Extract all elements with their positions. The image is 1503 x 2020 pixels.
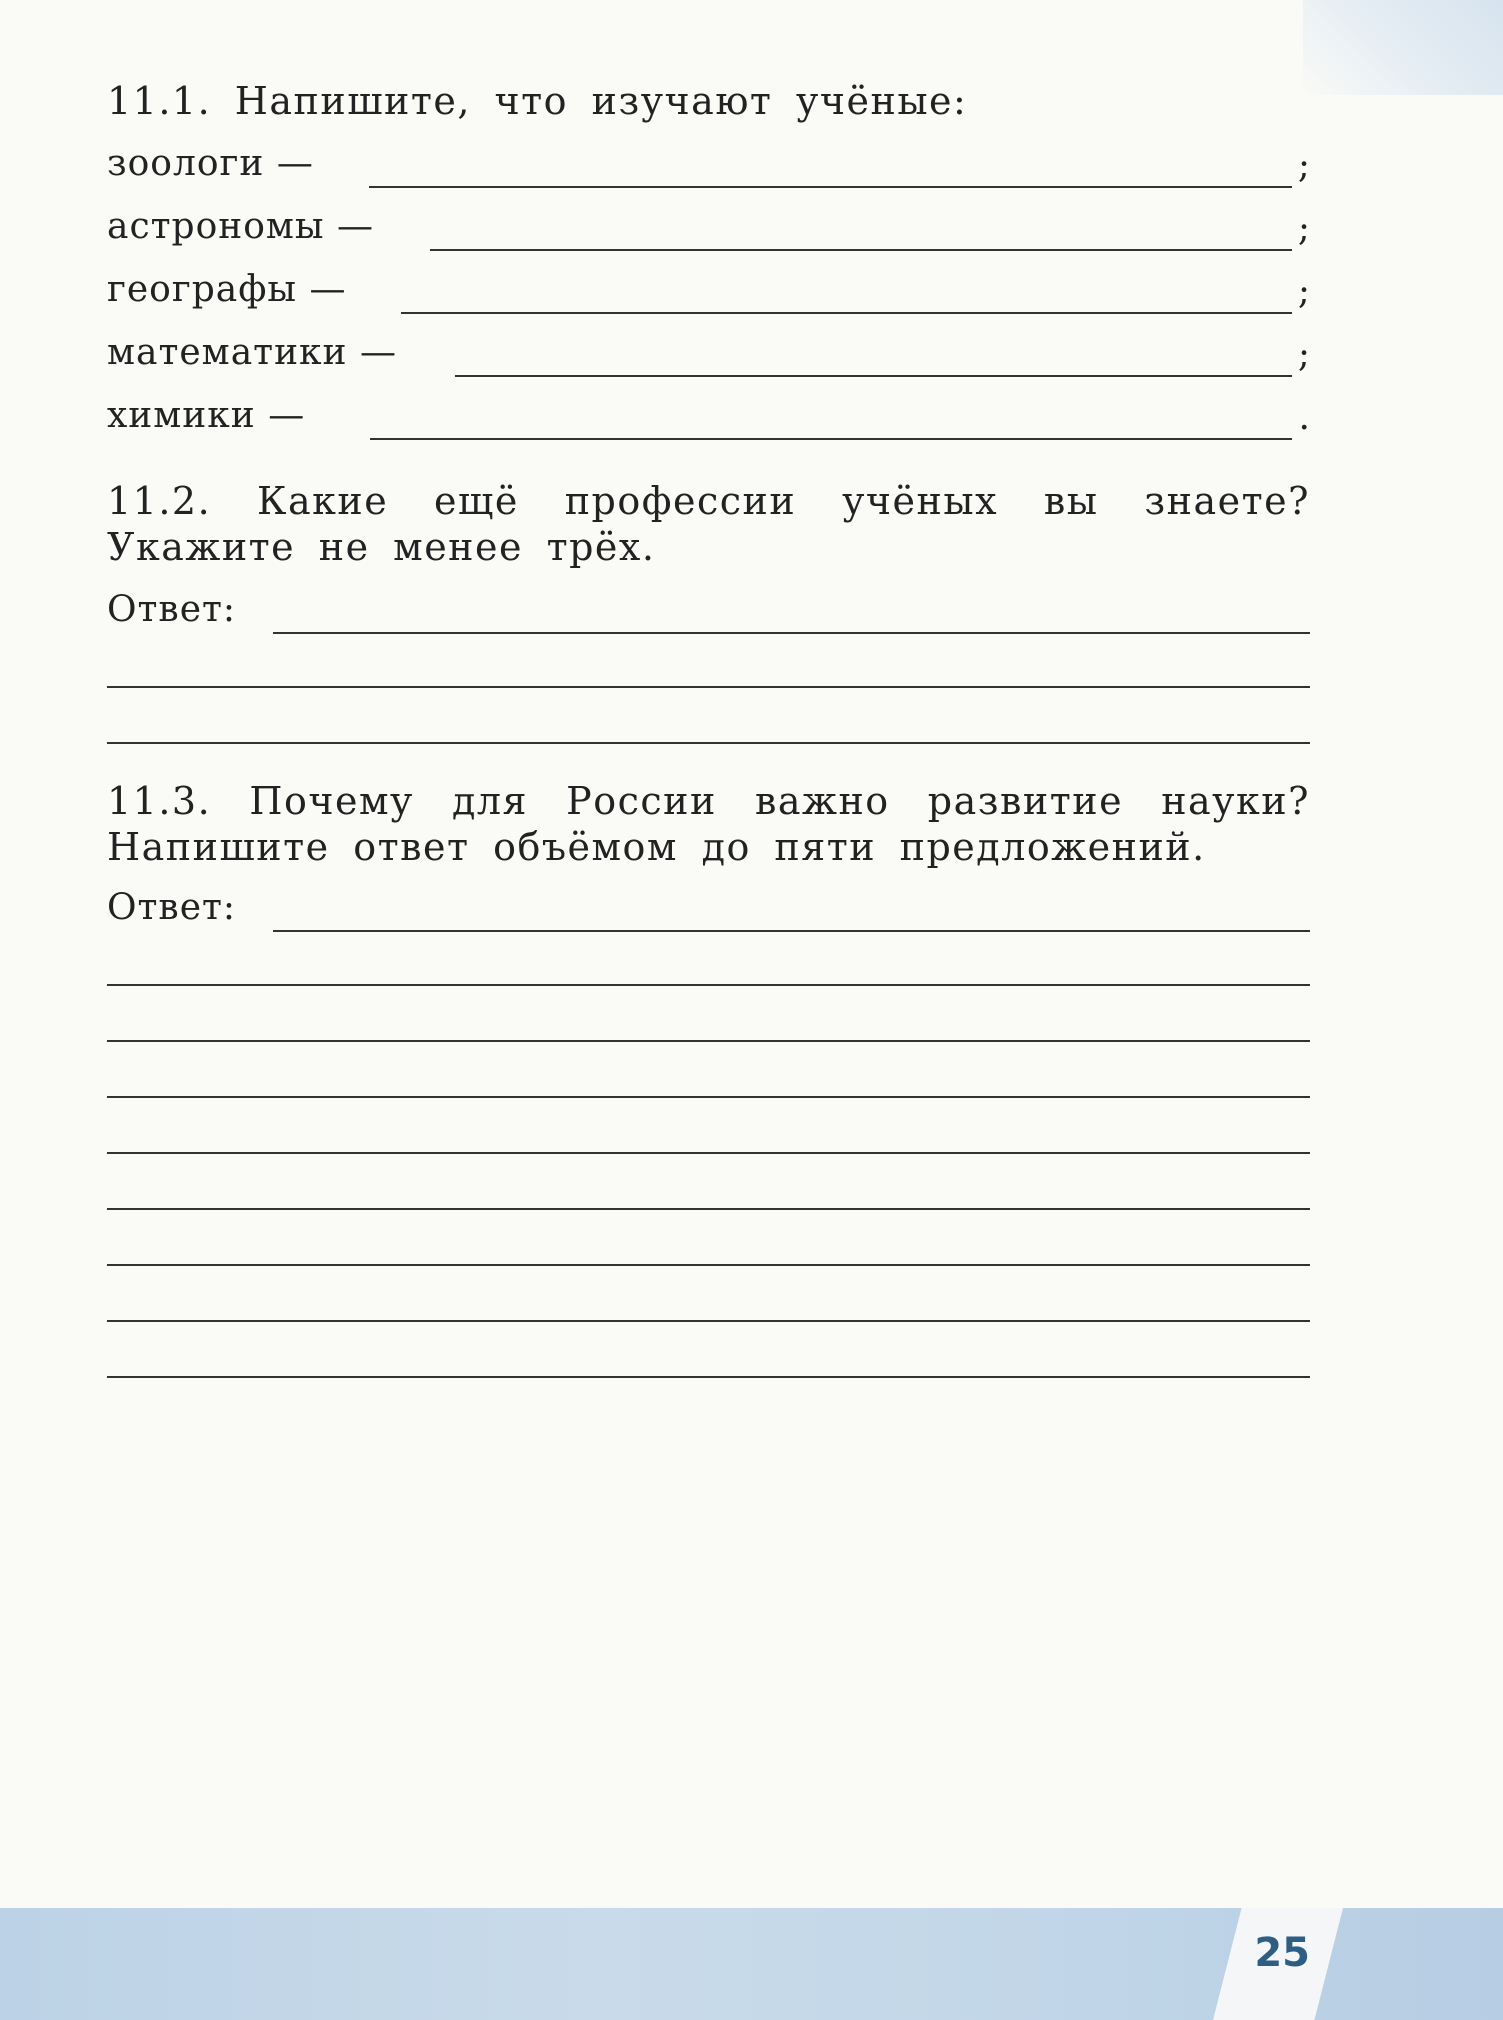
row-punct: ; — [1297, 208, 1310, 249]
answer-line[interactable] — [370, 438, 1292, 440]
answer-line[interactable] — [107, 742, 1310, 744]
task-11-3-title: 11.3. Почему для России важно развитие науки? Напишите ответ объёмом до пяти предложений. — [107, 779, 1310, 869]
page-number: 25 — [1254, 1930, 1310, 1976]
answer-line[interactable] — [107, 1376, 1310, 1378]
answer-line[interactable] — [369, 186, 1292, 188]
answer-row-mathematicians — [107, 331, 1310, 381]
answer-line[interactable] — [273, 632, 1310, 634]
answer-row-chemists — [107, 394, 1310, 444]
answer-row-11-3 — [107, 886, 1310, 936]
answer-line[interactable] — [107, 1264, 1310, 1266]
row-label: химики — — [107, 395, 306, 436]
row-label: зоологи — — [107, 143, 314, 184]
task-11-2-title: 11.2. Какие ещё профессии учёных вы знаете? Укажите не менее трёх. — [107, 479, 1310, 569]
row-punct: ; — [1297, 271, 1310, 312]
answer-label: Ответ: — [107, 887, 237, 928]
answer-row-zoologists — [107, 142, 1310, 192]
row-punct: ; — [1297, 145, 1310, 186]
answer-row-geographers — [107, 268, 1310, 318]
answer-label: Ответ: — [107, 589, 237, 630]
row-punct: . — [1298, 397, 1310, 438]
row-punct: ; — [1297, 334, 1310, 375]
row-label: географы — — [107, 269, 347, 310]
answer-line[interactable] — [401, 312, 1292, 314]
answer-line[interactable] — [107, 984, 1310, 986]
answer-line[interactable] — [107, 686, 1310, 688]
answer-line[interactable] — [107, 1152, 1310, 1154]
answer-line[interactable] — [107, 1320, 1310, 1322]
task-11-1-title: 11.1. Напишите, что изучают учёные: — [107, 79, 968, 123]
answer-line[interactable] — [107, 1208, 1310, 1210]
corner-tint — [1303, 0, 1503, 95]
row-label: математики — — [107, 332, 397, 373]
answer-line[interactable] — [273, 930, 1310, 932]
answer-line[interactable] — [430, 249, 1292, 251]
answer-row-11-2 — [107, 588, 1310, 638]
row-label: астрономы — — [107, 206, 375, 247]
answer-line[interactable] — [455, 375, 1292, 377]
answer-line[interactable] — [107, 1040, 1310, 1042]
answer-line[interactable] — [107, 1096, 1310, 1098]
answer-row-astronomers — [107, 205, 1310, 255]
